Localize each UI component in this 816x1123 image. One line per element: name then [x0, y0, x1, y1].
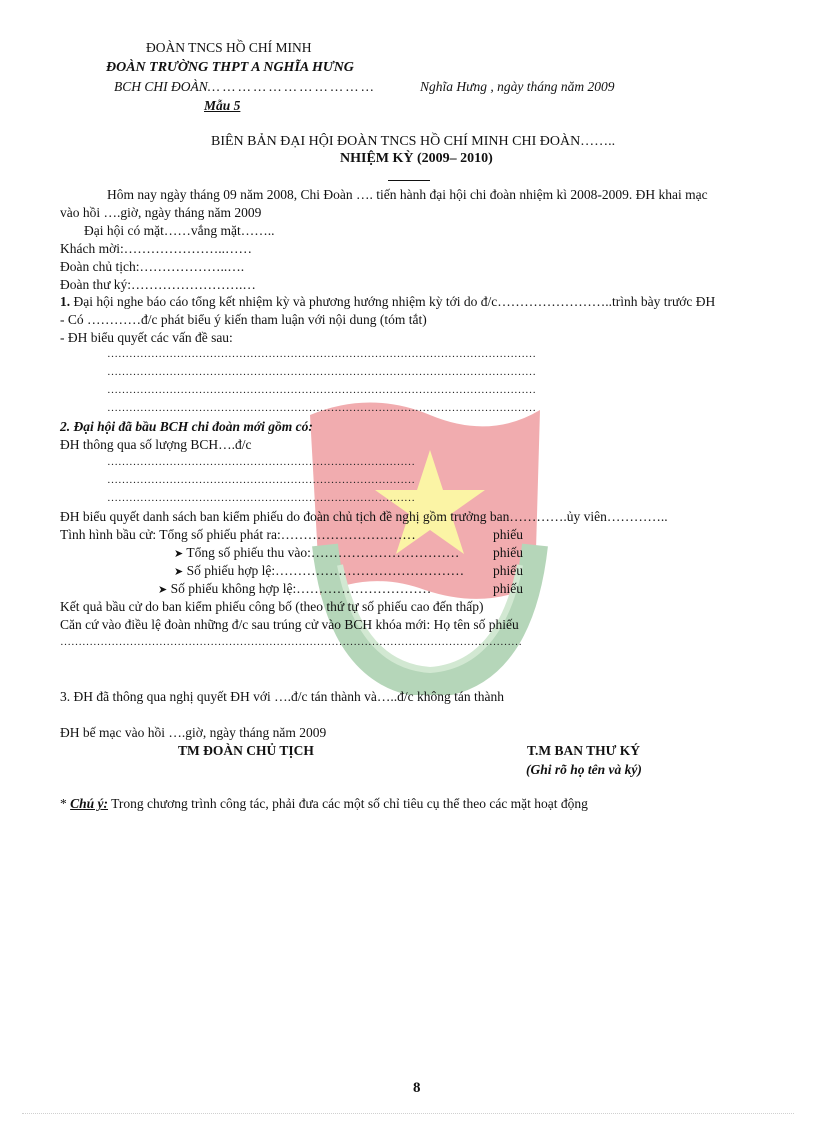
item-2-heading: 2. Đại hội đã bầu BCH chi đoàn mới gồm có: — [60, 419, 313, 434]
item-3: 3. ĐH đã thông qua nghị quyết ĐH với ….đ/c tán thành và…..đ/c không tán thành — [60, 689, 504, 704]
bullet-valid-ballots — [174, 563, 464, 579]
place-date: Nghĩa Hưng , ngày tháng năm 2009 — [420, 79, 615, 94]
org-name: ĐOÀN TNCS HỒ CHÍ MINH — [146, 40, 312, 55]
bullet-invalid-ballots — [158, 581, 431, 597]
attendance-line: Đại hội có mặt……vắng mặt…….. — [84, 223, 275, 238]
dotted-line: ……………………………………………………………………………………………………… — [107, 366, 536, 378]
unit-label: phiếu — [493, 527, 523, 542]
closing-line: ĐH bế mạc vào hồi ….giờ, ngày tháng năm 2009 — [60, 725, 327, 740]
footnote — [60, 796, 588, 812]
vote-committee-line: ĐH biểu quyết danh sách ban kiểm phiếu do đoàn chủ tịch đề nghị gồm trưởng ban………….ủy viên………….. — [60, 509, 668, 524]
signature-left-title: TM ĐOÀN CHỦ TỊCH — [178, 743, 314, 758]
valid-ballots-text: Số phiếu hợp lệ:…………………………………… — [186, 563, 465, 578]
item-1-number: 1. — [60, 294, 71, 309]
elected-members-line: Căn cứ vào điều lệ đoàn những đ/c sau trúng cử vào BCH khóa mới: Họ tên số phiếu — [60, 617, 519, 632]
term-title: NHIỆM KỲ (2009– 2010) — [340, 151, 493, 166]
election-result-line: Kết quả bầu cử do ban kiểm phiếu công bố (theo thứ tự số phiếu cao đến thấp) — [60, 599, 484, 614]
school-name: ĐOÀN TRƯỜNG THPT A NGHĨA HƯNG — [106, 60, 354, 75]
page-number: 8 — [413, 1080, 421, 1096]
arrow-bullet-icon: ➤ — [174, 565, 184, 578]
unit-label: phiếu — [493, 545, 523, 560]
dotted-line: ……………………………………………………………………………………………………… — [107, 384, 536, 396]
signature-right-title: T.M BAN THƯ KÝ — [527, 743, 641, 758]
arrow-bullet-icon: ➤ — [174, 547, 184, 560]
arrow-bullet-icon: ➤ — [158, 583, 168, 596]
unit-label: phiếu — [493, 581, 523, 596]
dotted-line: ………………………………………………………………………… — [107, 474, 415, 486]
vote-status-line: Tình hình bầu cử: Tổng số phiếu phát ra:………………………… — [60, 527, 416, 542]
document-title: BIÊN BẢN ĐẠI HỘI ĐOÀN TNCS HỒ CHÍ MINH CHI ĐOÀN…….. — [211, 134, 616, 149]
ballots-collected-text: Tổng số phiếu thu vào:…………………………… — [186, 545, 460, 560]
bullet-ballots-collected — [174, 545, 459, 561]
footnote-label: Chú ý: — [70, 796, 109, 811]
footnote-text: Trong chương trình công tác, phải đưa các một số chỉ tiêu cụ thể theo các mặt hoạt động — [108, 796, 588, 811]
secretary-line: Đoàn thư ký:…………………….… — [60, 277, 256, 292]
invalid-ballots-text: Số phiếu không hợp lệ:………………………… — [170, 581, 432, 596]
item-1-text: Đại hội nghe báo cáo tổng kết nhiệm kỳ và phương hướng nhiệm kỳ tới do đ/c……………………..trình bày trước ĐH — [70, 294, 716, 309]
guests-line: Khách mời:…………………..…… — [60, 241, 252, 256]
item-1-speakers: - Có …………đ/c phát biểu ý kiến tham luận với nội dung (tóm tắt) — [60, 312, 427, 327]
title-divider — [388, 180, 430, 181]
item-1-votes: - ĐH biểu quyết các vấn đề sau: — [60, 330, 233, 345]
intro-line-1: Hôm nay ngày tháng 09 năm 2008, Chi Đoàn …. tiến hành đại hội chi đoàn nhiệm kì 2008-2009. ĐH khai mạc — [107, 187, 708, 202]
dotted-line: ………………………………………………………………………… — [107, 456, 415, 468]
dotted-line: ……………………………………………………………………………………………………………… — [60, 636, 522, 648]
signature-right-note: (Ghi rõ họ tên và ký) — [526, 762, 642, 777]
dotted-line: ………………………………………………………………………… — [107, 492, 415, 504]
unit-label: phiếu — [493, 563, 523, 578]
item-2-committee-count: ĐH thông qua số lượng BCH….đ/c — [60, 437, 252, 452]
item-1 — [60, 294, 715, 310]
intro-line-2: vào hồi ….giờ, ngày tháng năm 2009 — [60, 205, 262, 220]
dotted-line: ……………………………………………………………………………………………………… — [107, 402, 536, 414]
presidium-line: Đoàn chủ tịch:………………..…. — [60, 259, 245, 274]
page-bottom-rule — [22, 1113, 794, 1114]
dotted-line: ……………………………………………………………………………………………………… — [107, 348, 536, 360]
form-number: Mẫu 5 — [204, 98, 241, 113]
branch-name: BCH CHI ĐOÀN… … … … … … … … … … … — [114, 79, 374, 94]
footnote-star: * — [60, 796, 67, 811]
